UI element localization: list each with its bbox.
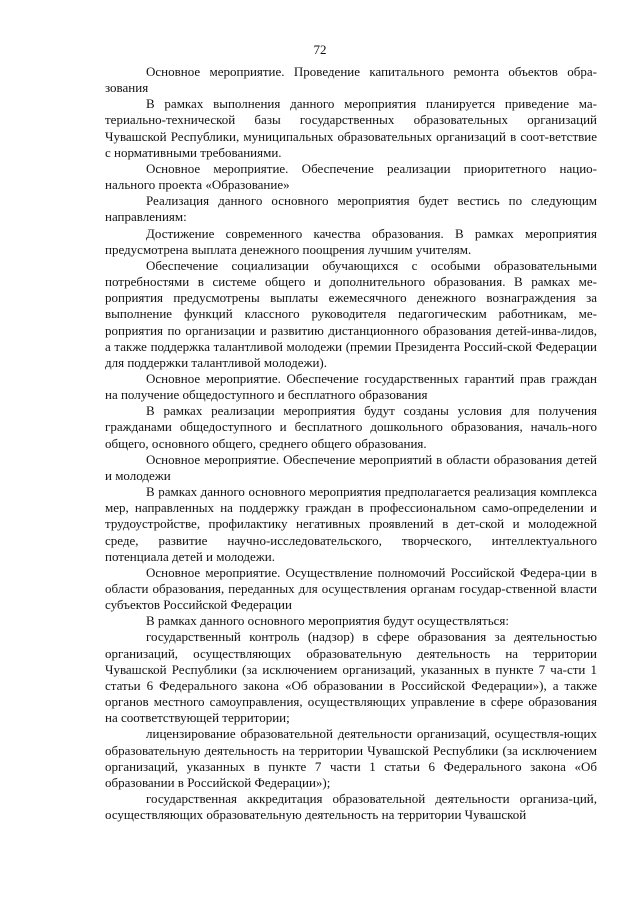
- page-number: 72: [313, 42, 327, 57]
- paragraph: В рамках данного основного мероприятия будут осуществляться:: [146, 613, 510, 629]
- paragraph: В рамках данного основного мероприятия предполагается реализация комплекса мер, направленных на поддержку граждан в профессиональном само-определении и трудоустройстве, профилактику негативных проявлений в дет-ской и молодежной среде, развитие научно-исследовательского, творческого, интеллектуального потенциала детей и молодежи.: [105, 484, 597, 564]
- paragraph: Достижение современного качества образования. В рамках мероприятия предусмотрена выплата денежного поощрения лучшим учителям.: [105, 225, 597, 257]
- paragraph: Основное мероприятие. Проведение капитального ремонта объектов обра-зования: [105, 64, 597, 96]
- paragraph: государственный контроль (надзор) в сфере образования за деятельностью организаций, осуществляющих образовательную деятельность на территории Чувашской Республики (за исключением организаций, указанных в пункте 7 ча-сти 1 статьи 6 Федерального закона «Об образовании в Российской Федерации»), а также органов местного самоуправления, осуществляющих управление в сфере образования на соответствующей территории;: [105, 629, 597, 726]
- paragraph: Основное мероприятие. Осуществление полномочий Российской Федера-ции в области образования, переданных для осуществления органам государ-ственной власти субъектов Российской Федерации: [105, 564, 597, 613]
- document-body: [105, 64, 597, 823]
- paragraph: В рамках реализации мероприятия будут созданы условия для получения гражданами общедоступного и бесплатного дошкольного образования, началь-ного общего, основного общего, среднего общего образования.: [105, 403, 597, 451]
- paragraph: В рамках выполнения данного мероприятия планируется приведение ма-териально-технической базы государственных образовательных организаций Чувашской Республики, муниципальных образовательных организаций в соот-ветствие с нормативными требованиями.: [105, 96, 597, 160]
- paragraph: лицензирование образовательной деятельности организаций, осуществля-ющих образовательную деятельность на территории Чувашской Республики (за исключением организаций, указанных в пункте 7 части 1 статьи 6 Федерального закона «Об образовании в Российской Федерации»);: [105, 726, 597, 790]
- paragraph: Обеспечение социализации обучающихся с особыми образовательными потребностями в системе общего и дополнительного образования. В рамках ме-роприятия предусмотрены выплаты ежемесячного денежного вознаграждения за выполнение функций классного руководителя педагогическим работникам, ме-роприятия по организации и развитию дистанционного образования детей-инва-лидов, а также поддержка талантливой молодежи (премии Президента Россий-ской Федерации для поддержки талантливой молодежи).: [105, 257, 597, 370]
- paragraph: государственная аккредитация образовательной деятельности организа-ций, осуществляющих образовательную деятельность на территории Чувашской: [105, 791, 597, 823]
- paragraph: Основное мероприятие. Обеспечение государственных гарантий прав граждан на получение общедоступного и бесплатного образования: [105, 370, 597, 403]
- paragraph: Основное мероприятие. Обеспечение реализации приоритетного нацио-нального проекта «Образование»: [105, 160, 597, 193]
- paragraph: Основное мероприятие. Обеспечение мероприятий в области образования детей и молодежи: [105, 451, 597, 483]
- paragraph: Реализация данного основного мероприятия будет вестись по следующим направлениям:: [105, 193, 597, 225]
